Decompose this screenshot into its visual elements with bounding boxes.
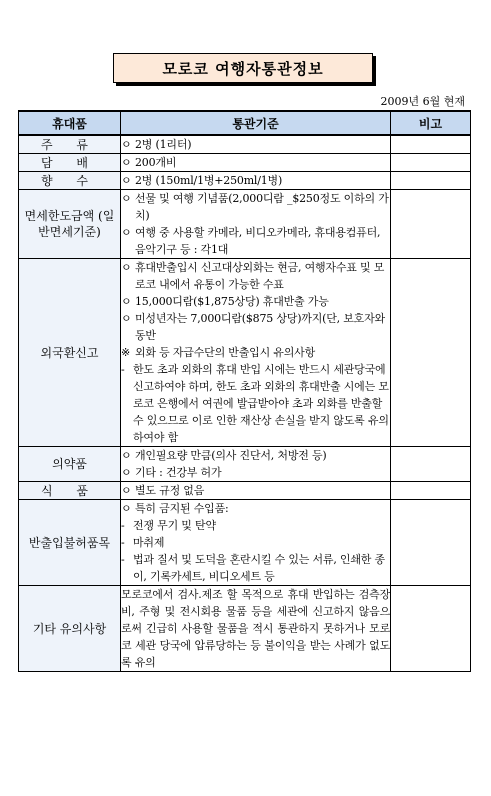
table-header-row bbox=[19, 111, 471, 135]
row-category: 담 배 bbox=[19, 154, 121, 172]
row-content bbox=[121, 135, 391, 154]
row-content bbox=[121, 500, 391, 586]
row-category: 외국환신고 bbox=[19, 259, 121, 447]
row-content bbox=[121, 154, 391, 172]
list-item: - 마취제 bbox=[121, 536, 165, 549]
row-category: 면세한도금액 (일반면세기준) bbox=[19, 190, 121, 259]
table-row bbox=[19, 500, 471, 586]
row-remarks bbox=[391, 500, 471, 586]
date-label: 2009년 6월 현재 bbox=[380, 95, 465, 108]
row-category: 향 수 bbox=[19, 172, 121, 190]
page-title: 모로코 여행자통관정보 bbox=[113, 53, 373, 83]
list-item: - 법과 질서 및 도덕을 혼란시킬 수 있는 서류, 인쇄한 종이, 기록카세트, 비디오세트 등 bbox=[121, 553, 385, 583]
row-content bbox=[121, 259, 391, 447]
list-item: ㅇ 기타 : 건강부 허가 bbox=[121, 466, 222, 479]
header-criteria: 통관기준 bbox=[121, 111, 391, 135]
list-item: ※ 외화 등 자급수단의 반출입시 유의사항 bbox=[121, 346, 316, 359]
list-item: ㅇ 200개비 bbox=[121, 156, 177, 169]
row-category: 식 품 bbox=[19, 482, 121, 500]
list-item: ㅇ 15,000디람($1,875상당) 휴대반출 가능 bbox=[121, 295, 329, 308]
row-remarks bbox=[391, 482, 471, 500]
row-category: 주 류 bbox=[19, 135, 121, 154]
header-item: 휴대품 bbox=[19, 111, 121, 135]
list-item: ㅇ 특히 금지된 수입품: bbox=[121, 502, 229, 515]
table-row bbox=[19, 135, 471, 154]
row-content bbox=[121, 482, 391, 500]
row-remarks bbox=[391, 586, 471, 672]
row-remarks bbox=[391, 154, 471, 172]
list-item: - 한도 초과 외화의 휴대 반입 시에는 반드시 세관당국에 신고하여야 하며, 한도 초과 외화의 휴대반출 시에는 모로코 은행에서 여권에 발급받아야 초과 외화를 반출할 수 있으므로 이로 인한 재산상 손실을 받지 않도록 유의하여야 함 bbox=[121, 363, 389, 444]
row-remarks bbox=[391, 447, 471, 482]
row-remarks bbox=[391, 135, 471, 154]
row-category: 반출입불허품목 bbox=[19, 500, 121, 586]
list-item: ㅇ 여행 중 사용할 카메라, 비디오카메라, 휴대용컴퓨터, 음악기구 등 : 각1대 bbox=[121, 226, 381, 256]
table-row bbox=[19, 482, 471, 500]
table-row bbox=[19, 154, 471, 172]
list-item: ㅇ 미성년자는 7,000디람($875 상당)까지(단, 보호자와 동반 bbox=[121, 312, 385, 342]
table-row bbox=[19, 259, 471, 447]
row-remarks bbox=[391, 172, 471, 190]
table-row bbox=[19, 172, 471, 190]
row-remarks bbox=[391, 190, 471, 259]
list-item: ㅇ 선물 및 여행 기념품(2,000디람 _$250정도 이하의 가치) bbox=[121, 192, 389, 222]
header-remarks: 비고 bbox=[391, 111, 471, 135]
row-content bbox=[121, 190, 391, 259]
list-item: ㅇ 개인필요량 만큼(의사 진단서, 처방전 등) bbox=[121, 449, 327, 462]
table-row bbox=[19, 190, 471, 259]
list-item: ㅇ 별도 규정 없음 bbox=[121, 484, 205, 497]
table-row bbox=[19, 447, 471, 482]
row-content bbox=[121, 172, 391, 190]
list-item: - 전쟁 무기 및 탄약 bbox=[121, 519, 216, 532]
row-content: 모로코에서 검사.제조 할 목적으로 휴대 반입하는 검측장비, 주형 및 전시회용 물품 등을 세관에 신고하지 않음으로써 긴급히 사용할 물품을 적시 통관하지 못하거나 모로코 세관 당국에 압류당하는 등 불이익을 받는 사례가 없도록 유의 bbox=[121, 586, 391, 672]
table-row bbox=[19, 586, 471, 672]
row-category: 의약품 bbox=[19, 447, 121, 482]
list-item: ㅇ 2병 (1리터) bbox=[121, 138, 192, 151]
row-category: 기타 유의사항 bbox=[19, 586, 121, 672]
row-remarks bbox=[391, 259, 471, 447]
list-item: ㅇ 휴대반출입시 신고대상외화는 현금, 여행자수표 및 모로코 내에서 유통이 가능한 수표 bbox=[121, 261, 385, 291]
row-content bbox=[121, 447, 391, 482]
list-item: ㅇ 2병 (150ml/1병+250ml/1병) bbox=[121, 174, 283, 187]
customs-table bbox=[18, 110, 471, 672]
